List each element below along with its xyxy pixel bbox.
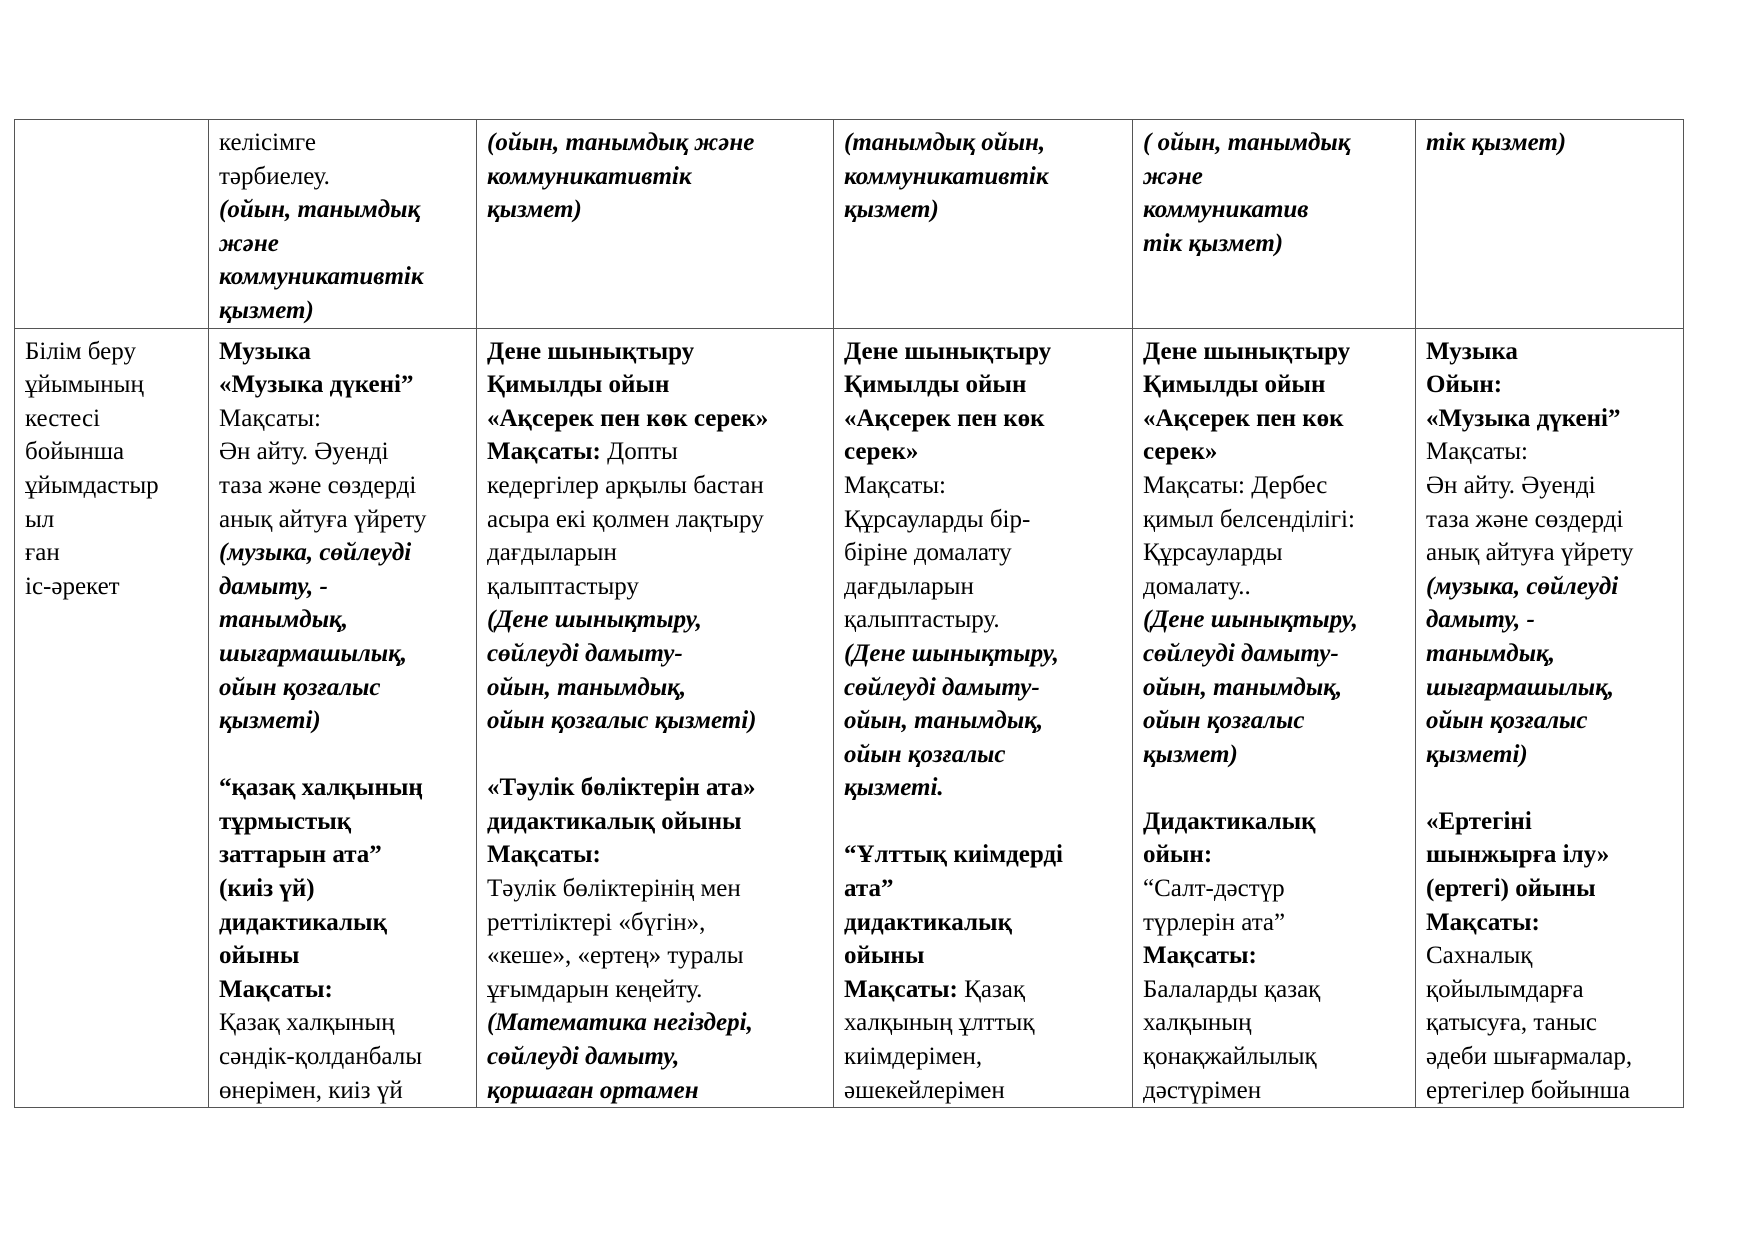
cell-line: «Ақсерек пен көк: [844, 404, 1045, 432]
cell-line: және: [219, 229, 279, 257]
cell-line: қойылымдарға: [1426, 975, 1584, 1003]
cell-line: ойын қозғалыс қызметі): [487, 707, 757, 735]
cell-line: сәндік-қолданбалы: [219, 1043, 423, 1071]
cell-line: шығармашылық,: [219, 639, 408, 667]
cell-line: (киіз үй): [219, 875, 315, 903]
cell-line: Дене шынықтыру: [844, 337, 1052, 365]
cell-line: дамыту, -: [219, 572, 328, 600]
cell-line: ертегілер бойынша: [1426, 1076, 1630, 1104]
cell-line: Қимылды ойын: [1143, 371, 1326, 399]
cell-line: коммуникативтік: [219, 263, 424, 291]
table-cell: [209, 120, 477, 329]
cell-line: тәрбиелеу.: [219, 162, 330, 190]
cell-line: Құрсауларды: [1143, 539, 1283, 567]
cell-line: (ертегі) ойыны: [1426, 875, 1596, 903]
cell-line: дағдыларын: [844, 572, 974, 600]
cell-line: бойынша: [25, 438, 125, 466]
cell-line: [487, 435, 823, 469]
cell-line: ойын қозғалыс: [844, 740, 1006, 768]
cell-line: Қазақ халқының: [219, 1009, 395, 1037]
cell-line: (музыка, сөйлеуді: [1426, 572, 1619, 600]
cell-line: (Дене шынықтыру,: [844, 639, 1059, 667]
cell-line: халқының ұлттық: [844, 1009, 1035, 1037]
cell-line: кестесі: [25, 404, 101, 432]
cell-line-text: Қазақ: [957, 975, 1026, 1003]
cell-line: қоршаған ортамен: [487, 1076, 699, 1104]
cell-line: серек»: [1143, 438, 1218, 466]
cell-line: әдеби шығармалар,: [1426, 1043, 1633, 1071]
cell-line: ойыны: [219, 942, 300, 970]
cell-line: “Салт-дәстүр: [1143, 875, 1285, 903]
cell-line: (Дене шынықтыру,: [1143, 606, 1358, 634]
cell-line: Мақсаты:: [487, 841, 601, 869]
table-cell: [834, 120, 1133, 329]
cell-line: [1143, 771, 1405, 805]
cell-line: танымдық,: [219, 606, 348, 634]
cell-line: «Ақсерек пен көк серек»: [487, 404, 769, 432]
cell-line: Мақсаты:: [844, 471, 946, 499]
cell-line: біріне домалату: [844, 539, 1012, 567]
cell-line: Мақсаты:: [1426, 438, 1528, 466]
cell-line: «Ертегіні: [1426, 807, 1532, 835]
cell-line: қызметі): [219, 707, 321, 735]
table-row: [15, 120, 1684, 329]
cell-line: дидактикалық ойыны: [487, 807, 742, 835]
cell-line: коммуникативтік: [487, 162, 692, 190]
cell-line: Құрсауларды бір-: [844, 505, 1031, 533]
table-cell: [1133, 120, 1416, 329]
cell-line-label: Мақсаты:: [844, 975, 958, 1003]
cell-line: қалыптастыру: [487, 572, 639, 600]
cell-line: Қимылды ойын: [844, 371, 1027, 399]
cell-line: ұғымдарын кеңейту.: [487, 975, 703, 1003]
table-cell: [1416, 328, 1684, 1108]
cell-line: қызмет): [487, 196, 582, 224]
table-cell: [1416, 120, 1684, 329]
cell-line: Мақсаты:: [219, 404, 321, 432]
cell-line: тік қызмет): [1426, 129, 1567, 156]
cell-line: қатысуға, таныс: [1426, 1009, 1598, 1037]
cell-line: дамыту, -: [1426, 606, 1535, 634]
cell-line: асыра екі қолмен лақтыру: [487, 505, 764, 533]
cell-line: ойын қозғалыс: [219, 673, 381, 701]
cell-line: серек»: [844, 438, 919, 466]
cell-line: тұрмыстық: [219, 807, 352, 835]
cell-line: қонақжайлылық: [1143, 1043, 1317, 1071]
cell-line: Мақсаты:: [1143, 942, 1257, 970]
cell-line: (ойын, танымдық және: [487, 129, 755, 156]
cell-line: келісімге: [219, 129, 316, 156]
cell-line: [219, 738, 466, 772]
cell-line-label: Мақсаты:: [487, 438, 601, 466]
cell-line: ойын, танымдық,: [1143, 673, 1343, 701]
cell-line: әшекейлерімен: [844, 1076, 1005, 1104]
table-cell: [477, 328, 834, 1108]
cell-line: “қазақ халқының: [219, 774, 423, 802]
cell-line: дидактикалық: [219, 908, 387, 936]
cell-line: Ән айту. Әуенді: [1426, 471, 1596, 499]
cell-line: [844, 805, 1122, 839]
cell-line: дәстүрімен: [1143, 1076, 1262, 1104]
cell-line: ойын қозғалыс: [1426, 707, 1588, 735]
cell-line: Ән айту. Әуенді: [219, 438, 389, 466]
cell-line: сөйлеуді дамыту-: [487, 639, 683, 667]
cell-line: қимыл белсенділігі:: [1143, 505, 1355, 533]
row-header-cell: [15, 328, 209, 1108]
cell-line: түрлерін ата”: [1143, 908, 1286, 936]
cell-line: ұйымдастыр: [25, 471, 159, 499]
cell-line: ойын, танымдық,: [844, 707, 1044, 735]
cell-line: (ойын, танымдық: [219, 196, 421, 224]
cell-line: коммуникатив: [1143, 196, 1309, 224]
plan-table: [14, 119, 1684, 1108]
cell-line: дидактикалық: [844, 908, 1012, 936]
cell-line: ( ойын, танымдық: [1143, 129, 1351, 156]
cell-line: [1426, 771, 1673, 805]
cell-line: Мақсаты:: [1426, 908, 1540, 936]
cell-line: киімдерімен,: [844, 1043, 983, 1071]
cell-line: ойын қозғалыс: [1143, 707, 1305, 735]
cell-line: тік қызмет): [1143, 229, 1284, 257]
table-row: [15, 328, 1684, 1108]
cell-line: Мақсаты: Дербес: [1143, 471, 1328, 499]
cell-line: «Тәулік бөліктерін ата»: [487, 774, 756, 802]
cell-line: анық айтуға үйрету: [219, 505, 427, 533]
cell-line: заттарын ата”: [219, 841, 382, 869]
table-cell: [834, 328, 1133, 1108]
cell-line: ұйымының: [25, 371, 144, 399]
table-cell: [15, 120, 209, 329]
cell-line: өнерімен, киіз үй: [219, 1076, 403, 1104]
cell-line: домалату..: [1143, 572, 1251, 600]
cell-line: (танымдық ойын,: [844, 129, 1046, 156]
cell-line: анық айтуға үйрету: [1426, 539, 1634, 567]
cell-line: танымдық,: [1426, 639, 1555, 667]
cell-line: таза және сөздерді: [219, 471, 417, 499]
cell-line: қызметі.: [844, 774, 944, 802]
cell-line: қызмет): [219, 296, 314, 324]
cell-line: Ойын:: [1426, 371, 1503, 399]
cell-line: қызмет): [1143, 740, 1238, 768]
cell-line: ата”: [844, 875, 894, 903]
cell-line: Қимылды ойын: [487, 371, 670, 399]
table-cell: [1133, 328, 1416, 1108]
cell-line: Дене шынықтыру: [1143, 337, 1351, 365]
cell-line: сөйлеуді дамыту-: [1143, 639, 1339, 667]
cell-line: Тәулік бөліктерінің мен: [487, 875, 741, 903]
cell-line: Білім беру: [25, 337, 136, 365]
cell-line: Музыка: [1426, 337, 1518, 365]
cell-line: және: [1143, 162, 1203, 190]
cell-line: Дене шынықтыру: [487, 337, 695, 365]
cell-line: ған: [25, 539, 60, 567]
cell-line: «кеше», «ертең» туралы: [487, 942, 744, 970]
cell-line: таза және сөздерді: [1426, 505, 1624, 533]
cell-line: коммуникативтік: [844, 162, 1049, 190]
cell-line: [844, 973, 1122, 1007]
cell-line: Балаларды қазақ: [1143, 975, 1321, 1003]
cell-line: Мақсаты:: [219, 975, 333, 1003]
cell-line: (Дене шынықтыру,: [487, 606, 702, 634]
cell-line: сөйлеуді дамыту,: [487, 1043, 680, 1071]
cell-line: «Музыка дүкені”: [219, 371, 414, 399]
cell-line: қызметі): [1426, 740, 1528, 768]
table-cell: [209, 328, 477, 1108]
cell-line: (музыка, сөйлеуді: [219, 539, 412, 567]
cell-line: қызмет): [844, 196, 939, 224]
cell-line: «Ақсерек пен көк: [1143, 404, 1344, 432]
cell-line: халқының: [1143, 1009, 1252, 1037]
cell-line: реттіліктері «бүгін»,: [487, 908, 706, 936]
cell-line: кедергілер арқылы бастан: [487, 471, 764, 499]
cell-line: [487, 738, 823, 772]
cell-line: Дидактикалық: [1143, 807, 1316, 835]
cell-line: ойын:: [1143, 841, 1213, 869]
cell-line: ыл: [25, 505, 55, 533]
cell-line: (Математика негіздері,: [487, 1009, 753, 1037]
cell-line: ойыны: [844, 942, 925, 970]
cell-line: шығармашылық,: [1426, 673, 1615, 701]
cell-line: “Ұлттық киімдерді: [844, 841, 1064, 869]
cell-line: іс-әрекет: [25, 572, 120, 600]
cell-line-text: Допты: [600, 438, 678, 466]
cell-line: қалыптастыру.: [844, 606, 1000, 634]
cell-line: ойын, танымдық,: [487, 673, 687, 701]
cell-line: Музыка: [219, 337, 311, 365]
cell-line: шынжырға ілу»: [1426, 841, 1610, 869]
cell-line: дағдыларын: [487, 539, 617, 567]
cell-line: сөйлеуді дамыту-: [844, 673, 1040, 701]
cell-line: Сахналық: [1426, 942, 1533, 970]
cell-line: «Музыка дүкені”: [1426, 404, 1621, 432]
table-cell: [477, 120, 834, 329]
